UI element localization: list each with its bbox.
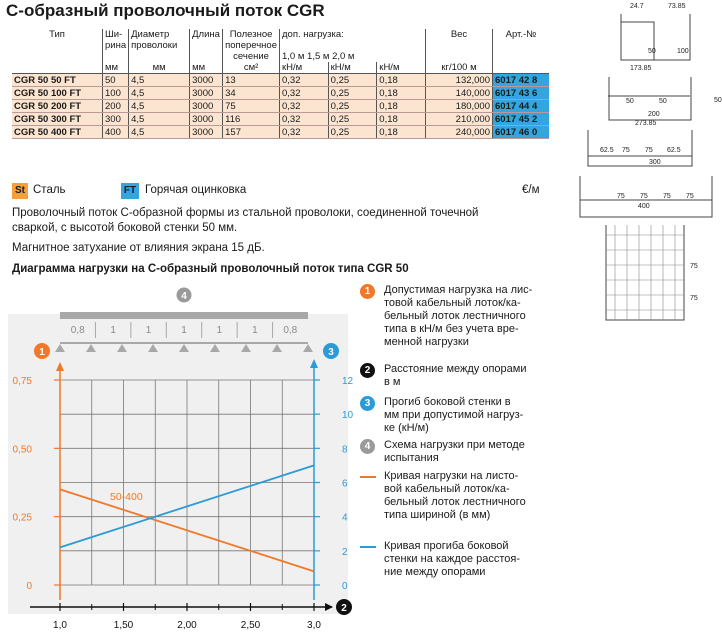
cell-diameter: 4,5 bbox=[129, 74, 190, 87]
legend-marker-4: 4 bbox=[360, 439, 375, 454]
legend-text: Допустимая нагрузка на лис- bbox=[384, 284, 533, 296]
legend-text: ние между опорами bbox=[384, 566, 486, 578]
dimension-label: 75 bbox=[663, 193, 671, 200]
cell-l2: 0,18 bbox=[377, 74, 426, 87]
legend-text: стенки на каждое расстоя- bbox=[384, 553, 520, 565]
ft-label: Горячая оцинковка bbox=[145, 184, 247, 196]
legend-text: вой кабельный лоток/ка- bbox=[384, 483, 510, 495]
dimension-label: 75 bbox=[617, 193, 625, 200]
table-row bbox=[12, 100, 549, 113]
cell-art: 6017 42 8 bbox=[493, 74, 550, 87]
load-scheme-value: 1 bbox=[145, 325, 152, 336]
legend-text: типа шириной (в мм) bbox=[384, 509, 491, 521]
cell-l15: 0,25 bbox=[328, 87, 377, 100]
cell-l15: 0,25 bbox=[328, 126, 377, 139]
cell-art: 6017 46 0 bbox=[493, 126, 550, 139]
y-left-tick-label: 0,25 bbox=[12, 512, 32, 524]
page-title: С-образный проволочный поток CGR bbox=[6, 1, 325, 20]
cell-l2: 0,18 bbox=[377, 126, 426, 139]
legend-line-swatch bbox=[360, 546, 376, 548]
legend-line-swatch bbox=[360, 476, 376, 478]
cell-weight: 180,000 bbox=[426, 100, 493, 113]
cell-art: 6017 44 4 bbox=[493, 100, 550, 113]
dimension-label: 75 bbox=[640, 193, 648, 200]
cell-l1: 0,32 bbox=[280, 74, 329, 87]
y-left-tick-label: 0 bbox=[26, 581, 32, 592]
legend-item bbox=[362, 470, 562, 522]
legend-text: бельный лоток лестничного bbox=[384, 496, 526, 508]
load-scheme-value: 1 bbox=[252, 325, 258, 336]
table-row bbox=[12, 74, 549, 87]
load-scheme-value: 1 bbox=[110, 325, 116, 336]
legend-text: Расстояние между опорами bbox=[384, 363, 527, 375]
dimension-label: 50 bbox=[659, 98, 667, 105]
dimension-label: 300 bbox=[649, 159, 661, 166]
cell-l15: 0,25 bbox=[328, 113, 377, 126]
cell-l2: 0,18 bbox=[377, 113, 426, 126]
legend-text: мм при допустимой нагруз- bbox=[384, 409, 524, 421]
ft-badge: FT bbox=[121, 183, 139, 199]
cell-length: 3000 bbox=[190, 126, 223, 139]
legend-text: типа в кН/м без учета вре- bbox=[384, 323, 519, 335]
load-scheme-value: 1 bbox=[181, 325, 187, 336]
legend-text: бельный лоток лестничного bbox=[384, 310, 526, 322]
cell-width: 50 bbox=[103, 74, 129, 87]
cell-weight: 210,000 bbox=[426, 113, 493, 126]
dimension-label: 62.5 bbox=[600, 147, 614, 154]
legend-item bbox=[362, 439, 562, 465]
spec-table bbox=[12, 29, 549, 139]
col-art: Арт.-№ bbox=[493, 29, 550, 62]
cell-l2: 0,18 bbox=[377, 100, 426, 113]
dimension-label: 100 bbox=[677, 48, 689, 55]
legend-text: менной нагрузки bbox=[384, 336, 469, 348]
cell-art: 6017 43 6 bbox=[493, 87, 550, 100]
legend-marker-2: 2 bbox=[360, 363, 375, 378]
cell-length: 3000 bbox=[190, 74, 223, 87]
load-scheme-value: 1 bbox=[216, 325, 223, 336]
dimension-label: 73.85 bbox=[668, 3, 686, 10]
price-unit: €/м bbox=[522, 184, 540, 196]
cell-l15: 0,25 bbox=[328, 74, 377, 87]
cell-type: CGR 50 200 FT bbox=[12, 100, 103, 113]
dimension-label: 50 bbox=[626, 98, 634, 105]
table-row bbox=[12, 113, 549, 126]
st-label: Сталь bbox=[33, 184, 66, 196]
dimension-label: 273.85 bbox=[635, 120, 657, 127]
section-400-side bbox=[606, 225, 684, 320]
x-tick-label: 1,50 bbox=[113, 620, 134, 631]
legend-text: ке (кН/м) bbox=[384, 422, 429, 434]
col-weight: Вес bbox=[426, 29, 493, 62]
dimension-label: 75 bbox=[686, 193, 694, 200]
series-annotation: 50-400 bbox=[110, 491, 143, 503]
x-tick-label: 2,00 bbox=[177, 620, 197, 631]
legend-marker-1: 1 bbox=[360, 284, 375, 299]
x-tick-label: 1,0 bbox=[53, 620, 67, 631]
y-right-tick-label: 2 bbox=[342, 546, 348, 558]
y-right-tick-label: 12 bbox=[342, 376, 354, 387]
cell-length: 3000 bbox=[190, 100, 223, 113]
cell-l1: 0,32 bbox=[280, 87, 329, 100]
legend-marker-3: 3 bbox=[360, 396, 375, 411]
y-left-tick-label: 0,50 bbox=[12, 444, 32, 456]
table-units-row: мм мм мм см² кН/м кН/м кН/м кг/100 м bbox=[12, 62, 549, 74]
dimension-label: 62.5 bbox=[667, 147, 681, 154]
cell-l1: 0,32 bbox=[280, 126, 329, 139]
load-scheme-value: 0,8 bbox=[283, 325, 298, 336]
cell-cross: 34 bbox=[223, 87, 280, 100]
legend-text: Кривая прогиба боковой bbox=[384, 540, 509, 552]
cell-l1: 0,32 bbox=[280, 113, 329, 126]
cell-length: 3000 bbox=[190, 113, 223, 126]
cell-weight: 140,000 bbox=[426, 87, 493, 100]
cell-type: CGR 50 100 FT bbox=[12, 87, 103, 100]
legend-text: испытания bbox=[384, 452, 439, 464]
cell-diameter: 4,5 bbox=[129, 87, 190, 100]
dimension-label: 75 bbox=[690, 263, 698, 270]
y-right-tick-label: 10 bbox=[342, 410, 354, 422]
st-badge: St bbox=[12, 183, 28, 199]
y-left-tick-label: 0,75 bbox=[12, 376, 32, 387]
col-load: доп. нагрузка: 1,0 м 1,5 м 2,0 м bbox=[280, 29, 426, 62]
dimension-label: 200 bbox=[648, 111, 660, 118]
cell-type: CGR 50 400 FT bbox=[12, 126, 103, 139]
legend-item bbox=[362, 284, 562, 349]
load-scheme-value: 0,8 bbox=[70, 325, 85, 336]
col-length: Длина bbox=[190, 29, 223, 62]
dimension-label: 75 bbox=[645, 147, 653, 154]
col-type: Тип bbox=[49, 29, 65, 40]
y-right-tick-label: 4 bbox=[342, 512, 348, 524]
col-width: Ши- рина bbox=[103, 29, 129, 62]
y-right-tick-label: 6 bbox=[342, 478, 348, 490]
cell-width: 400 bbox=[103, 126, 129, 139]
dimension-label: 400 bbox=[638, 203, 650, 210]
dimension-label: 50 bbox=[648, 48, 656, 55]
description-line-1: Проволочный поток С-образной формы из стальной проволоки, соединенной точечной bbox=[12, 207, 479, 219]
cell-diameter: 4,5 bbox=[129, 100, 190, 113]
legend-text: Прогиб боковой стенки в bbox=[384, 396, 511, 408]
dimension-label: 50 bbox=[714, 97, 722, 104]
y-right-tick-label: 0 bbox=[342, 581, 348, 592]
chart-background bbox=[8, 314, 348, 614]
diagram-title: Диаграмма нагрузки на С-образный проволочный поток типа CGR 50 bbox=[12, 263, 409, 275]
cell-l15: 0,25 bbox=[328, 100, 377, 113]
legend-text: Схема нагрузки при методе bbox=[384, 439, 525, 451]
cell-type: CGR 50 50 FT bbox=[12, 74, 103, 87]
col-cross: Полезное поперечное сечение bbox=[223, 29, 280, 62]
cross-section-drawing bbox=[565, 0, 722, 633]
x-tick-label: 3,0 bbox=[307, 620, 321, 631]
cell-cross: 157 bbox=[223, 126, 280, 139]
cell-diameter: 4,5 bbox=[129, 113, 190, 126]
svg-text:2: 2 bbox=[341, 603, 347, 614]
table-header-row bbox=[12, 29, 549, 62]
load-chart bbox=[0, 280, 360, 633]
cell-weight: 240,000 bbox=[426, 126, 493, 139]
svg-text:1: 1 bbox=[39, 347, 45, 358]
svg-text:4: 4 bbox=[181, 291, 187, 302]
description-line-2: сваркой, с высотой боковой стенки 50 мм. bbox=[12, 222, 238, 234]
load-bar bbox=[60, 312, 308, 319]
cell-art: 6017 45 2 bbox=[493, 113, 550, 126]
legend-item bbox=[362, 396, 562, 435]
legend-text: Кривая нагрузки на листо- bbox=[384, 470, 519, 482]
description-line-3: Магнитное затухание от влияния экрана 15 дБ. bbox=[12, 242, 265, 254]
cell-cross: 75 bbox=[223, 100, 280, 113]
dimension-label: 75 bbox=[690, 295, 698, 302]
table-row bbox=[12, 87, 549, 100]
svg-text:3: 3 bbox=[328, 347, 334, 358]
cell-diameter: 4,5 bbox=[129, 126, 190, 139]
cell-length: 3000 bbox=[190, 87, 223, 100]
cell-type: CGR 50 300 FT bbox=[12, 113, 103, 126]
cell-width: 300 bbox=[103, 113, 129, 126]
cell-weight: 132,000 bbox=[426, 74, 493, 87]
dimension-label: 173.85 bbox=[630, 65, 652, 72]
legend-text: товой кабельный лоток/ка- bbox=[384, 297, 521, 309]
legend-item bbox=[362, 363, 562, 389]
cell-width: 100 bbox=[103, 87, 129, 100]
legend-item bbox=[362, 540, 562, 579]
dimension-label: 24.7 bbox=[630, 3, 644, 10]
cell-width: 200 bbox=[103, 100, 129, 113]
dimension-label: 75 bbox=[622, 147, 630, 154]
cell-cross: 116 bbox=[223, 113, 280, 126]
legend-text: в м bbox=[384, 376, 401, 388]
cell-cross: 13 bbox=[223, 74, 280, 87]
cell-l1: 0,32 bbox=[280, 100, 329, 113]
cell-l2: 0,18 bbox=[377, 87, 426, 100]
col-diameter: Диаметр проволоки bbox=[129, 29, 190, 62]
table-row bbox=[12, 126, 549, 139]
x-tick-label: 2,50 bbox=[240, 620, 261, 631]
y-right-tick-label: 8 bbox=[342, 444, 348, 456]
